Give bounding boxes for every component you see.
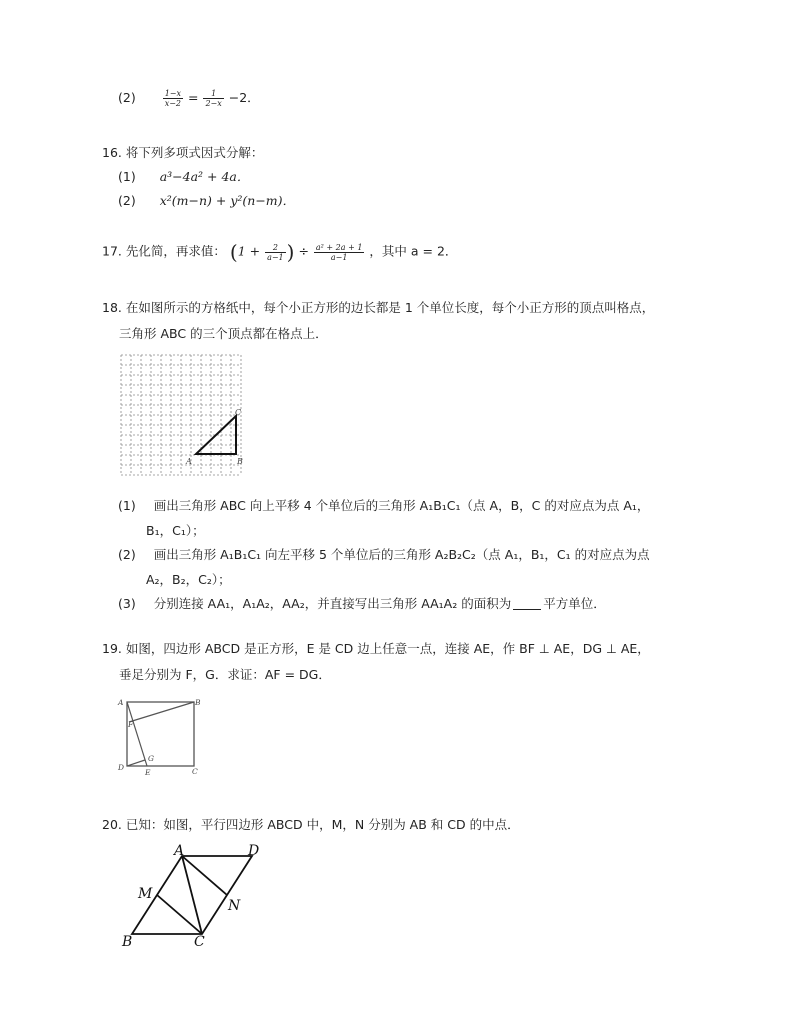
q18-item3-text-pre: 分别连接 AA₁，A₁A₂，AA₂，并直接写出三角形 AA₁A₂ 的面积为 [153, 596, 512, 611]
q20-stem-text: 已知：如图，平行四边形 ABCD 中，M，N 分别为 AB 和 CD 的中点． [125, 817, 520, 832]
q17-frac2 [314, 243, 365, 262]
q19-label-b: B [195, 698, 201, 707]
q16-stem [102, 143, 263, 161]
q20-stem [102, 815, 520, 833]
q20-label-c: C [194, 934, 205, 950]
q17-frac1 [265, 243, 286, 262]
q18-number: 18. [102, 300, 122, 315]
q19-stem-line1 [102, 639, 650, 657]
q18-stem-line2: 三角形 ABC 的三个顶点都在格点上． [119, 326, 328, 341]
q18-item1-line1 [118, 496, 649, 514]
q18-item2-line2: A₂，B₂，C₂）； [146, 572, 231, 587]
q15-frac2-numerator: 1 [203, 89, 223, 99]
q19-label-e: E [145, 768, 151, 777]
q18-item2-number: (2) [118, 547, 136, 562]
q15-frac2-denominator: 2−x [205, 99, 222, 108]
q17-frac2-numerator: a² + 2a + 1 [315, 242, 363, 252]
q15-equals: = [187, 90, 199, 105]
q18-stem-line1 [102, 298, 654, 316]
q20-label-d: D [248, 843, 260, 859]
q19-number: 19. [102, 641, 122, 656]
q18-grid-lines [121, 355, 241, 475]
q20-label-b: B [122, 934, 133, 950]
q16-stem-text: 将下列多项式因式分解： [125, 145, 264, 160]
q15-item2 [118, 88, 260, 108]
q16-number: 16. [102, 145, 122, 160]
q19-stem-line2: 垂足分别为 F，G．求证：AF = DG． [119, 667, 331, 682]
q15-item2-number: (2) [118, 90, 136, 105]
q20-segment-ac [182, 856, 202, 934]
q19-label-g: G [148, 754, 154, 763]
q18-answer-blank[interactable] [513, 597, 541, 610]
q18-grid-figure [118, 352, 250, 482]
q18-label-c: C [235, 408, 242, 417]
q15-frac1 [163, 89, 183, 108]
q19-label-f: F [128, 720, 134, 729]
q16-item1-expr: a³−4a² + 4a． [159, 169, 250, 184]
q16-item1 [118, 167, 249, 185]
q17-frac1-numerator: 2 [265, 243, 286, 253]
q19-label-d: D [118, 763, 125, 772]
q18-item1-text: 画出三角形 ABC 向上平移 4 个单位后的三角形 A₁B₁C₁（点 A，B，C 的对应点为点 A₁， [153, 498, 650, 513]
q17-line: 17. 先化简，再求值： (1 + $\frac{2}{a-1}$ ) ÷ $\frac{\text{a² + 2a + 1}}{a-1}$ ，其中 a = 2． [102, 240, 458, 264]
q19-segment-ae [127, 702, 147, 766]
q16-item2 [118, 191, 295, 209]
q19-segment-bf [129, 702, 194, 722]
q17-frac1-denominator: a−1 [267, 252, 284, 262]
q18-item2-text: 画出三角形 A₁B₁C₁ 向左平移 5 个单位后的三角形 A₂B₂C₂（点 A₁，B₁，C₁ 的对应点为点 [153, 547, 650, 562]
q17-number: 17. [102, 243, 122, 259]
q18-item3 [118, 594, 606, 612]
q19-segment-dg [127, 760, 145, 766]
q16-item2-number: (2) [118, 193, 136, 208]
q20-segment-an [182, 856, 227, 895]
q17-stem: 先化简，再求值： [125, 243, 226, 259]
q18-item1-number: (1) [118, 498, 136, 513]
q18-item3-number: (3) [118, 596, 136, 611]
q20-parallelogram-figure [114, 842, 274, 952]
q20-label-m: M [138, 886, 153, 902]
q16-item1-number: (1) [118, 169, 136, 184]
q18-label-a: A [186, 457, 192, 466]
q15-frac2 [203, 89, 223, 108]
q20-label-n: N [228, 898, 241, 914]
q17-p1: 1 + [237, 243, 261, 259]
q17-frac2-denominator: a−1 [330, 252, 348, 262]
q19-stem-line1-text: 如图，四边形 ABCD 是正方形，E 是 CD 边上任意一点，连接 AE，作 BF ⊥ AE，DG ⊥ AE， [125, 641, 650, 656]
q16-item2-expr: x²(m−n) + y²(n−m)． [159, 193, 296, 208]
q19-square-figure [112, 694, 208, 780]
q15-frac1-denominator: x−2 [164, 99, 181, 108]
q19-label-a: A [118, 698, 124, 707]
q15-frac1-numerator: 1−x [164, 89, 181, 98]
q19-label-c: C [192, 767, 198, 776]
q18-label-b: B [237, 457, 243, 466]
q18-item2-line1 [118, 545, 650, 563]
q15-tail: −2． [228, 90, 260, 105]
q18-item3-text-post: 平方单位． [543, 596, 606, 611]
q18-stem-line1-text: 在如图所示的方格纸中，每个小正方形的边长都是 1 个单位长度，每个小正方形的顶点叫格点， [125, 300, 655, 315]
q20-number: 20. [102, 817, 122, 832]
q20-segment-mc [157, 895, 202, 934]
q20-label-a: A [174, 843, 185, 859]
q17-tail: ，其中 a = 2． [369, 243, 458, 259]
q17-div: ÷ [298, 243, 309, 259]
q18-item1-line2: B₁，C₁）； [146, 523, 205, 538]
